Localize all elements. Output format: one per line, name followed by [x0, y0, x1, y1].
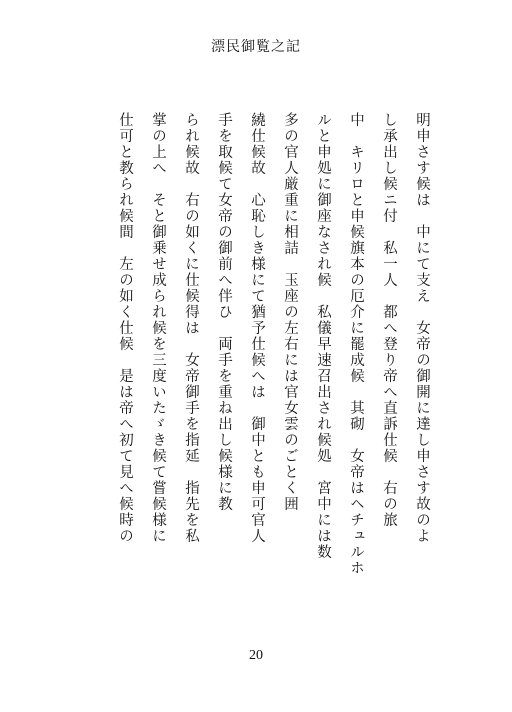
text-line-10: 仕可と教られ候間 左の如く仕候 是は帝へ初て見へ候時の — [117, 112, 133, 544]
running-head: 漂民御覧之記 — [211, 39, 301, 55]
text-line-5: 多の官人厳重に相詰 玉座の左右には官女雲のごとく囲 — [282, 112, 298, 512]
page-number: 20 — [249, 648, 263, 663]
text-line-8: られ候故 右の如くに仕候得は 女帝御手を指延 指先を私 — [183, 112, 199, 544]
text-line-6: 繞仕候故 心恥しき様にて猶予仕候へは 御中とも申可官人 — [249, 112, 265, 544]
body-text — [108, 112, 438, 576]
text-line-4: ルと申処に御座なされ候 私儀早速召出され候処 宮中には数 — [315, 112, 331, 560]
text-line-2: し承出し候ニ付 私一人 都へ登り帝へ直訴仕候 右の旅 — [381, 112, 397, 528]
text-line-7: 手を取候て女帝の御前へ伴ひ 両手を重ね出し候様に教 — [216, 112, 232, 512]
text-line-3: 中 キリロと申候旗本の厄介に罷成候 其砌 女帝はヘチュルホ — [348, 112, 364, 576]
text-line-1: 明申さす候は 中にて支え 女帝の御開に達し申さす故のよ — [414, 112, 430, 544]
text-line-9: 掌の上へ そと御乗せ成られ候を三度いたゞき候て嘗候様に — [150, 112, 166, 544]
